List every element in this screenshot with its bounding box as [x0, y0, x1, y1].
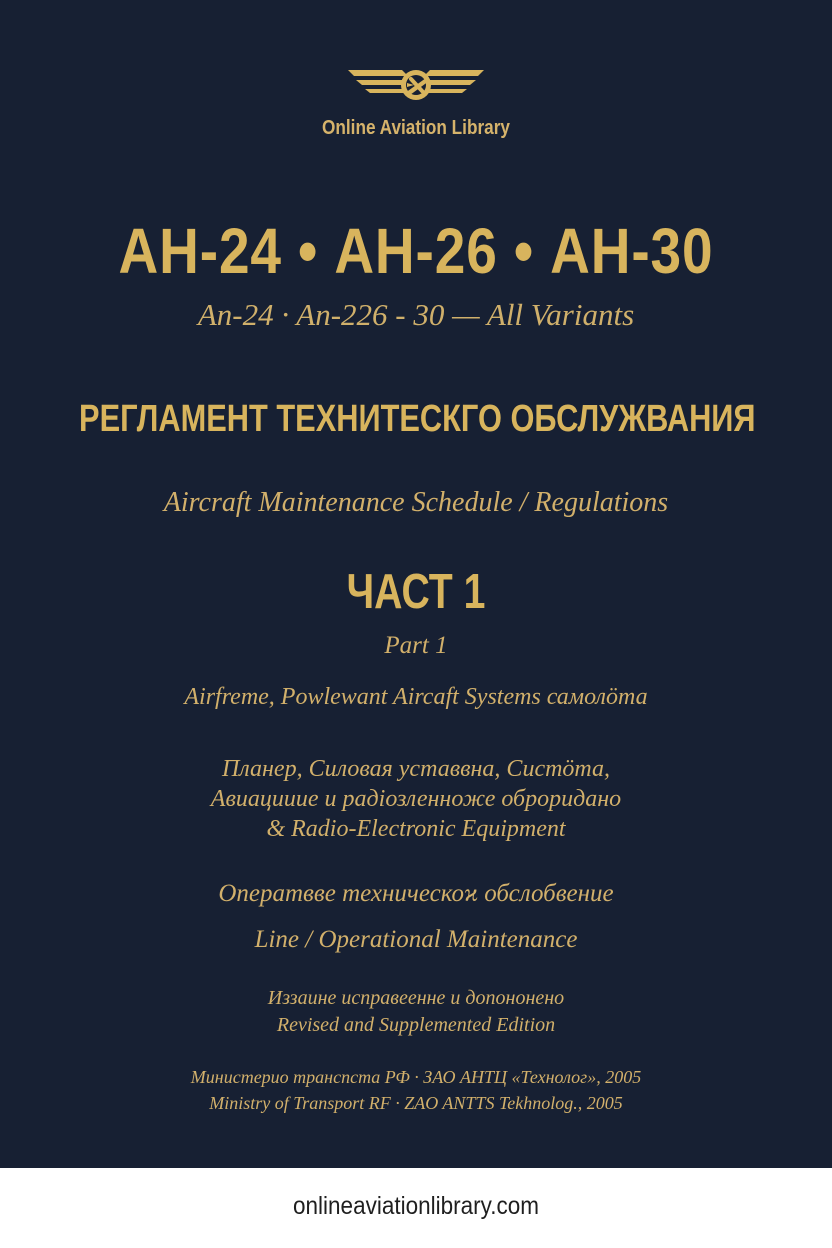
part-number-english: Part 1	[384, 632, 448, 659]
website-url: onlineaviationlibrary.com	[293, 1192, 539, 1220]
variants-subtitle: An-24 · An-226 - 30 — All Variants	[197, 297, 635, 332]
equipment-line-2: Авиацииие и радiозленноже оброридано	[210, 786, 622, 812]
edition-russian: Иззаине исправеенне и допононено	[267, 987, 565, 1009]
russian-document-heading: РЕГЛАМЕНТ ТЕХНИТЕСКГО ОБСЛУЖВАНИЯ	[79, 398, 756, 440]
operational-maintenance-english: Line / Operational Maintenance	[254, 926, 578, 953]
part-number-russian: ЧАСТ 1	[346, 565, 486, 619]
publisher-russian: Министерио транспста РФ · ЗАО АНТЦ «Технолог», 2005	[190, 1067, 642, 1087]
english-document-heading: Aircraft Maintenance Schedule / Regulations	[163, 487, 669, 518]
winged-aircraft-emblem-icon	[344, 62, 488, 112]
equipment-line-1: Планер, Силовая уставвна, Систöта,	[221, 756, 611, 782]
publisher-english: Ministry of Transport RF · ZAO ANTTS Tekhnolog., 2005	[209, 1093, 623, 1113]
systems-line: Airfreme, Powlewant Aircaft Systems самолöта	[184, 684, 648, 710]
operational-maintenance-russian: Оператвве техническоϰ обслобвение	[218, 880, 614, 907]
aircraft-model-title: АН-24 • АН-26 • АН-30	[118, 215, 714, 287]
library-name: Online Aviation Library	[322, 117, 510, 139]
equipment-line-3: & Radio-Electronic Equipment	[266, 816, 566, 842]
edition-english: Revised and Supplemented Edition	[276, 1014, 556, 1036]
